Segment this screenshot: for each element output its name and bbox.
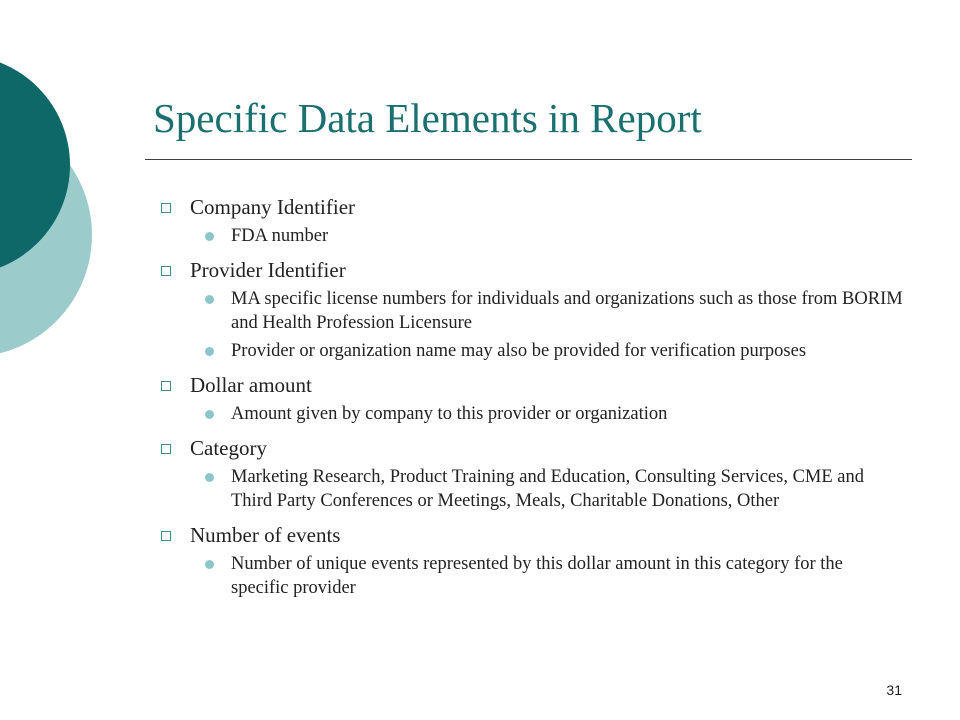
bullet-item-category (158, 435, 903, 513)
sub-bullet-list (190, 402, 903, 426)
bullet-list (158, 194, 903, 600)
sub-bullet-list (190, 552, 903, 600)
sub-bullet-list (190, 287, 903, 363)
bullet-item-dollar-amount (158, 372, 903, 426)
sub-bullet-list (190, 465, 903, 513)
bullet-label: Company Identifier (190, 195, 356, 219)
circle-bullet-icon (205, 410, 214, 419)
sub-bullet-item (190, 465, 903, 513)
sub-bullet-list (190, 224, 903, 248)
title-divider (145, 159, 912, 160)
bullet-label: Category (190, 436, 267, 460)
bullet-label: Dollar amount (190, 373, 312, 397)
square-bullet-icon (161, 444, 171, 454)
circle-bullet-icon (205, 473, 214, 482)
sub-bullet-item (190, 552, 903, 600)
sub-bullet-text: FDA number (231, 226, 329, 246)
sub-bullet-text: Amount given by company to this provider or organization (231, 404, 668, 424)
sub-bullet-item (190, 287, 903, 335)
square-bullet-icon (161, 203, 171, 213)
sub-bullet-text: MA specific license numbers for individuals and organizations such as those from BORIM and Health Profession Licensure (231, 289, 903, 333)
square-bullet-icon (161, 381, 171, 391)
bullet-item-company-identifier (158, 194, 903, 248)
circle-bullet-icon (205, 295, 214, 304)
sub-bullet-text: Marketing Research, Product Training and Education, Consulting Services, CME and Third Party Conferences or Meetings, Meals, Charitable Donations, Other (231, 467, 865, 511)
decorative-circles (0, 0, 110, 400)
sub-bullet-item (190, 402, 903, 426)
slide-title: Specific Data Elements in Report (153, 95, 702, 141)
sub-bullet-text: Number of unique events represented by this dollar amount in this category for the specific provider (231, 554, 843, 598)
sub-bullet-item (190, 339, 903, 363)
bullet-label: Number of events (190, 523, 341, 547)
sub-bullet-text: Provider or organization name may also be provided for verification purposes (231, 341, 807, 361)
bullet-item-provider-identifier (158, 257, 903, 363)
circle-bullet-icon (205, 347, 214, 356)
square-bullet-icon (161, 531, 171, 541)
circle-bullet-icon (205, 232, 214, 241)
square-bullet-icon (161, 266, 171, 276)
circle-bullet-icon (205, 560, 214, 569)
bullet-label: Provider Identifier (190, 258, 346, 282)
sub-bullet-item (190, 224, 903, 248)
page-number: 31 (886, 682, 902, 698)
bullet-item-number-of-events (158, 522, 903, 600)
